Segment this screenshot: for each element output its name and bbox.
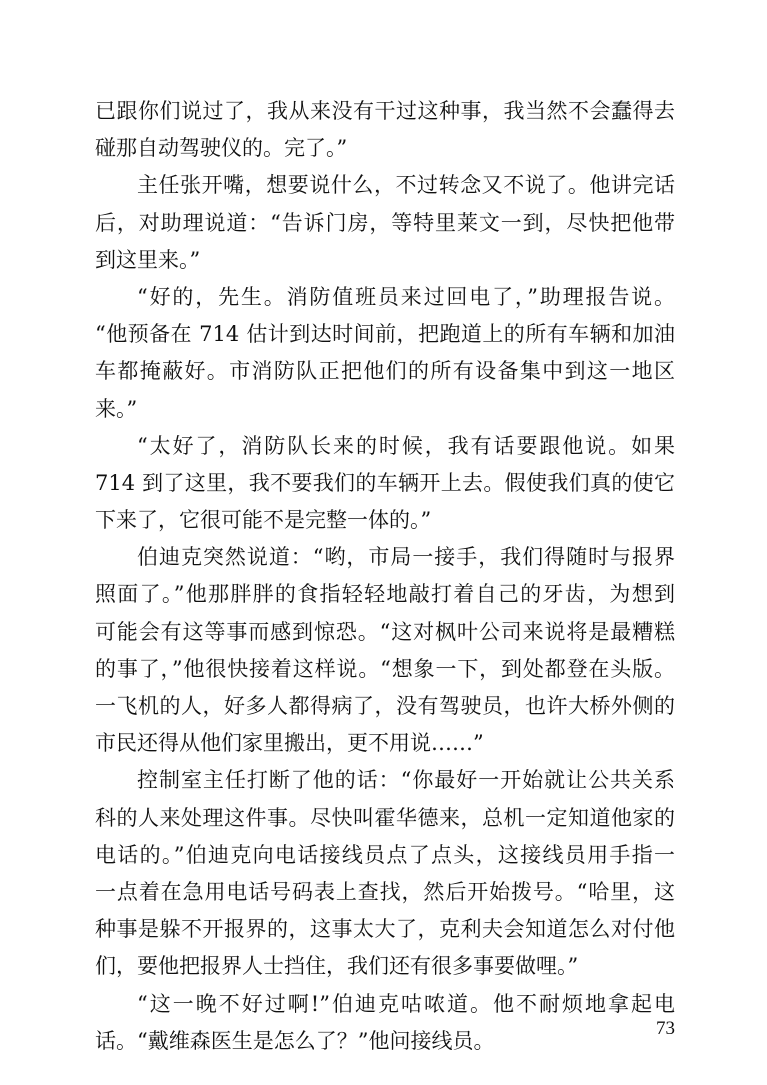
body-text [95, 93, 675, 1060]
text-line: 已跟你们说过了，我从来没有干过这种事，我当然不会蠢得去 [95, 99, 675, 123]
text-line: 伯迪克突然说道：“哟，市局一接手，我们得随时与报界 [137, 545, 675, 570]
text-line: 科的人来处理这件事。尽快叫霍华德来，总机一定知道他家的 [95, 805, 675, 830]
text-line: 电话的。”伯迪克向电话接线员点了点头，这接线员用手指一 [95, 842, 675, 867]
page-number: 73 [656, 1018, 675, 1039]
text-line: 照面了。”他那胖胖的食指轻轻地敲打着自己的牙齿，为想到 [95, 582, 675, 607]
text-line: 一点着在急用电话号码表上查找，然后开始拨号。“哈里，这 [95, 879, 675, 904]
text-line: 话。“戴维森医生是怎么了？”他问接线员。 [95, 1028, 495, 1053]
text-line: 可能会有这等事而感到惊恐。“这对枫叶公司来说将是最糟糕 [95, 619, 675, 644]
text-line: 下来了，它很可能不是完整一体的。” [95, 508, 432, 533]
text-line: 车都掩蔽好。市消防队正把他们的所有设备集中到这一地区 [95, 359, 675, 384]
text-line: 们，要他把报界人士挡住，我们还有很多事要做哩。” [95, 954, 579, 979]
text-line: 的事了，”他很快接着这样说。“想象一下，到处都登在头版。 [95, 656, 675, 681]
text-line: 主任张开嘴，想要说什么，不过转念又不说了。他讲完话 [137, 173, 675, 198]
text-line: “好的，先生。消防值班员来过回电了，”助理报告说。 [137, 284, 675, 309]
text-line: 一飞机的人，好多人都得病了，没有驾驶员，也许大桥外侧的 [95, 694, 675, 718]
text-line: 碰那自动驾驶仪的。完了。” [95, 136, 348, 161]
text-line: 到这里来。” [95, 247, 201, 272]
text-line: 控制室主任打断了他的话：“你最好一开始就让公共关系 [137, 768, 675, 793]
text-line: 市民还得从他们家里搬出，更不用说……” [95, 731, 484, 756]
text-line: 来。” [95, 396, 138, 421]
text-line: 后，对助理说道：“告诉门房，等特里莱文一到，尽快把他带 [95, 210, 675, 235]
text-line: “这一晚不好过啊!”伯迪克咕哝道。他不耐烦地拿起电 [137, 991, 675, 1016]
text-line: “他预备在 714 估计到达时间前，把跑道上的所有车辆和加油 [95, 322, 675, 347]
text-line: 714 到了这里，我不要我们的车辆开上去。假使我们真的使它 [95, 470, 675, 495]
text-line: “太好了，消防队长来的时候，我有话要跟他说。如果 [137, 433, 675, 458]
text-line: 种事是躲不开报界的，这事太大了，克利夫会知道怎么对付他 [95, 917, 675, 942]
